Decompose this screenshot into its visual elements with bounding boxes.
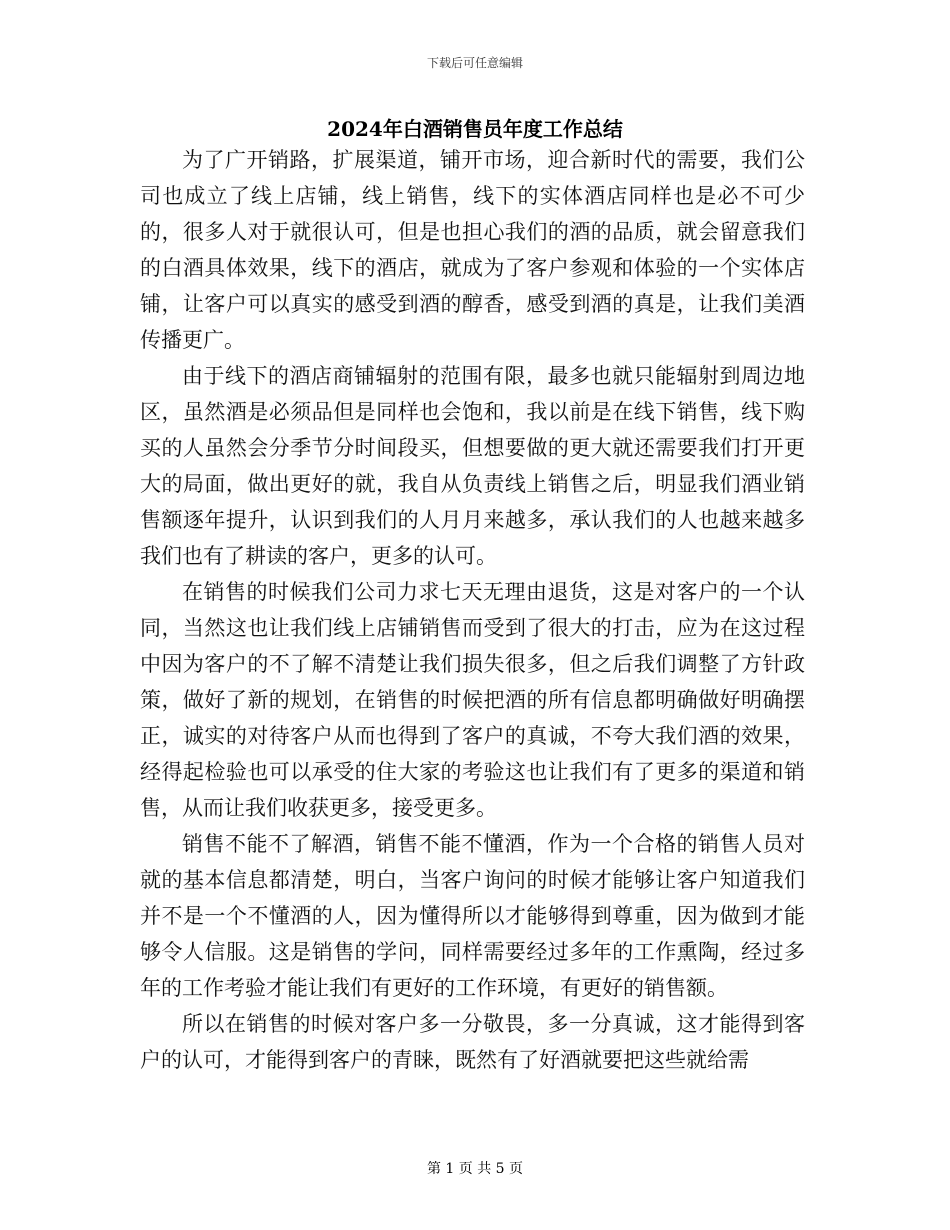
header-note: 下载后可任意编辑 (426, 56, 523, 70)
document-body (140, 142, 805, 1078)
paragraph: 所以在销售的时候对客户多一分敬畏，多一分真诚，这才能得到客户的认可，才能得到客户的青睐，既然有了好酒就要把这些就给需 (140, 1012, 805, 1072)
paragraph: 为了广开销路，扩展渠道，铺开市场，迎合新时代的需要，我们公司也成立了线上店铺，线上销售，线下的实体酒店同样也是必不可少的，很多人对于就很认可，但是也担心我们的酒的品质，就会留意我们的白酒具体效果，线下的酒店，就成为了客户参观和体验的一个实体店铺，让客户可以真实的感受到酒的醇香，感受到酒的真是，让我们美酒传播更广。 (140, 148, 805, 352)
page-number: 第 1 页 共 5 页 (426, 1161, 524, 1177)
paragraph: 由于线下的酒店商铺辐射的范围有限，最多也就只能辐射到周边地区，虽然酒是必须品但是同样也会饱和，我以前是在线下销售，线下购买的人虽然会分季节分时间段买，但想要做的更大就还需要我们打开更大的局面，做出更好的就，我自从负责线上销售之后，明显我们酒业销售额逐年提升，认识到我们的人月月来越多，承认我们的人也越来越多我们也有了耕读的客户，更多的认可。 (140, 364, 805, 568)
document-title: 2024年白酒销售员年度工作总结 (327, 117, 623, 141)
paragraph: 销售不能不了解酒，销售不能不懂酒，作为一个合格的销售人员对就的基本信息都清楚，明白，当客户询问的时候才能够让客户知道我们并不是一个不懂酒的人，因为懂得所以才能够得到尊重，因为做到才能够令人信服。这是销售的学问，同样需要经过多年的工作熏陶，经过多年的工作考验才能让我们有更好的工作环境，有更好的销售额。 (140, 832, 805, 1000)
paragraph: 在销售的时候我们公司力求七天无理由退货，这是对客户的一个认同，当然这也让我们线上店铺销售而受到了很大的打击，应为在这过程中因为客户的不了解不清楚让我们损失很多，但之后我们调整了方针政策，做好了新的规划，在销售的时候把酒的所有信息都明确做好明确摆正，诚实的对待客户从而也得到了客户的真诚，不夸大我们酒的效果，经得起检验也可以承受的住大家的考验这也让我们有了更多的渠道和销售，从而让我们收获更多，接受更多。 (140, 580, 805, 820)
